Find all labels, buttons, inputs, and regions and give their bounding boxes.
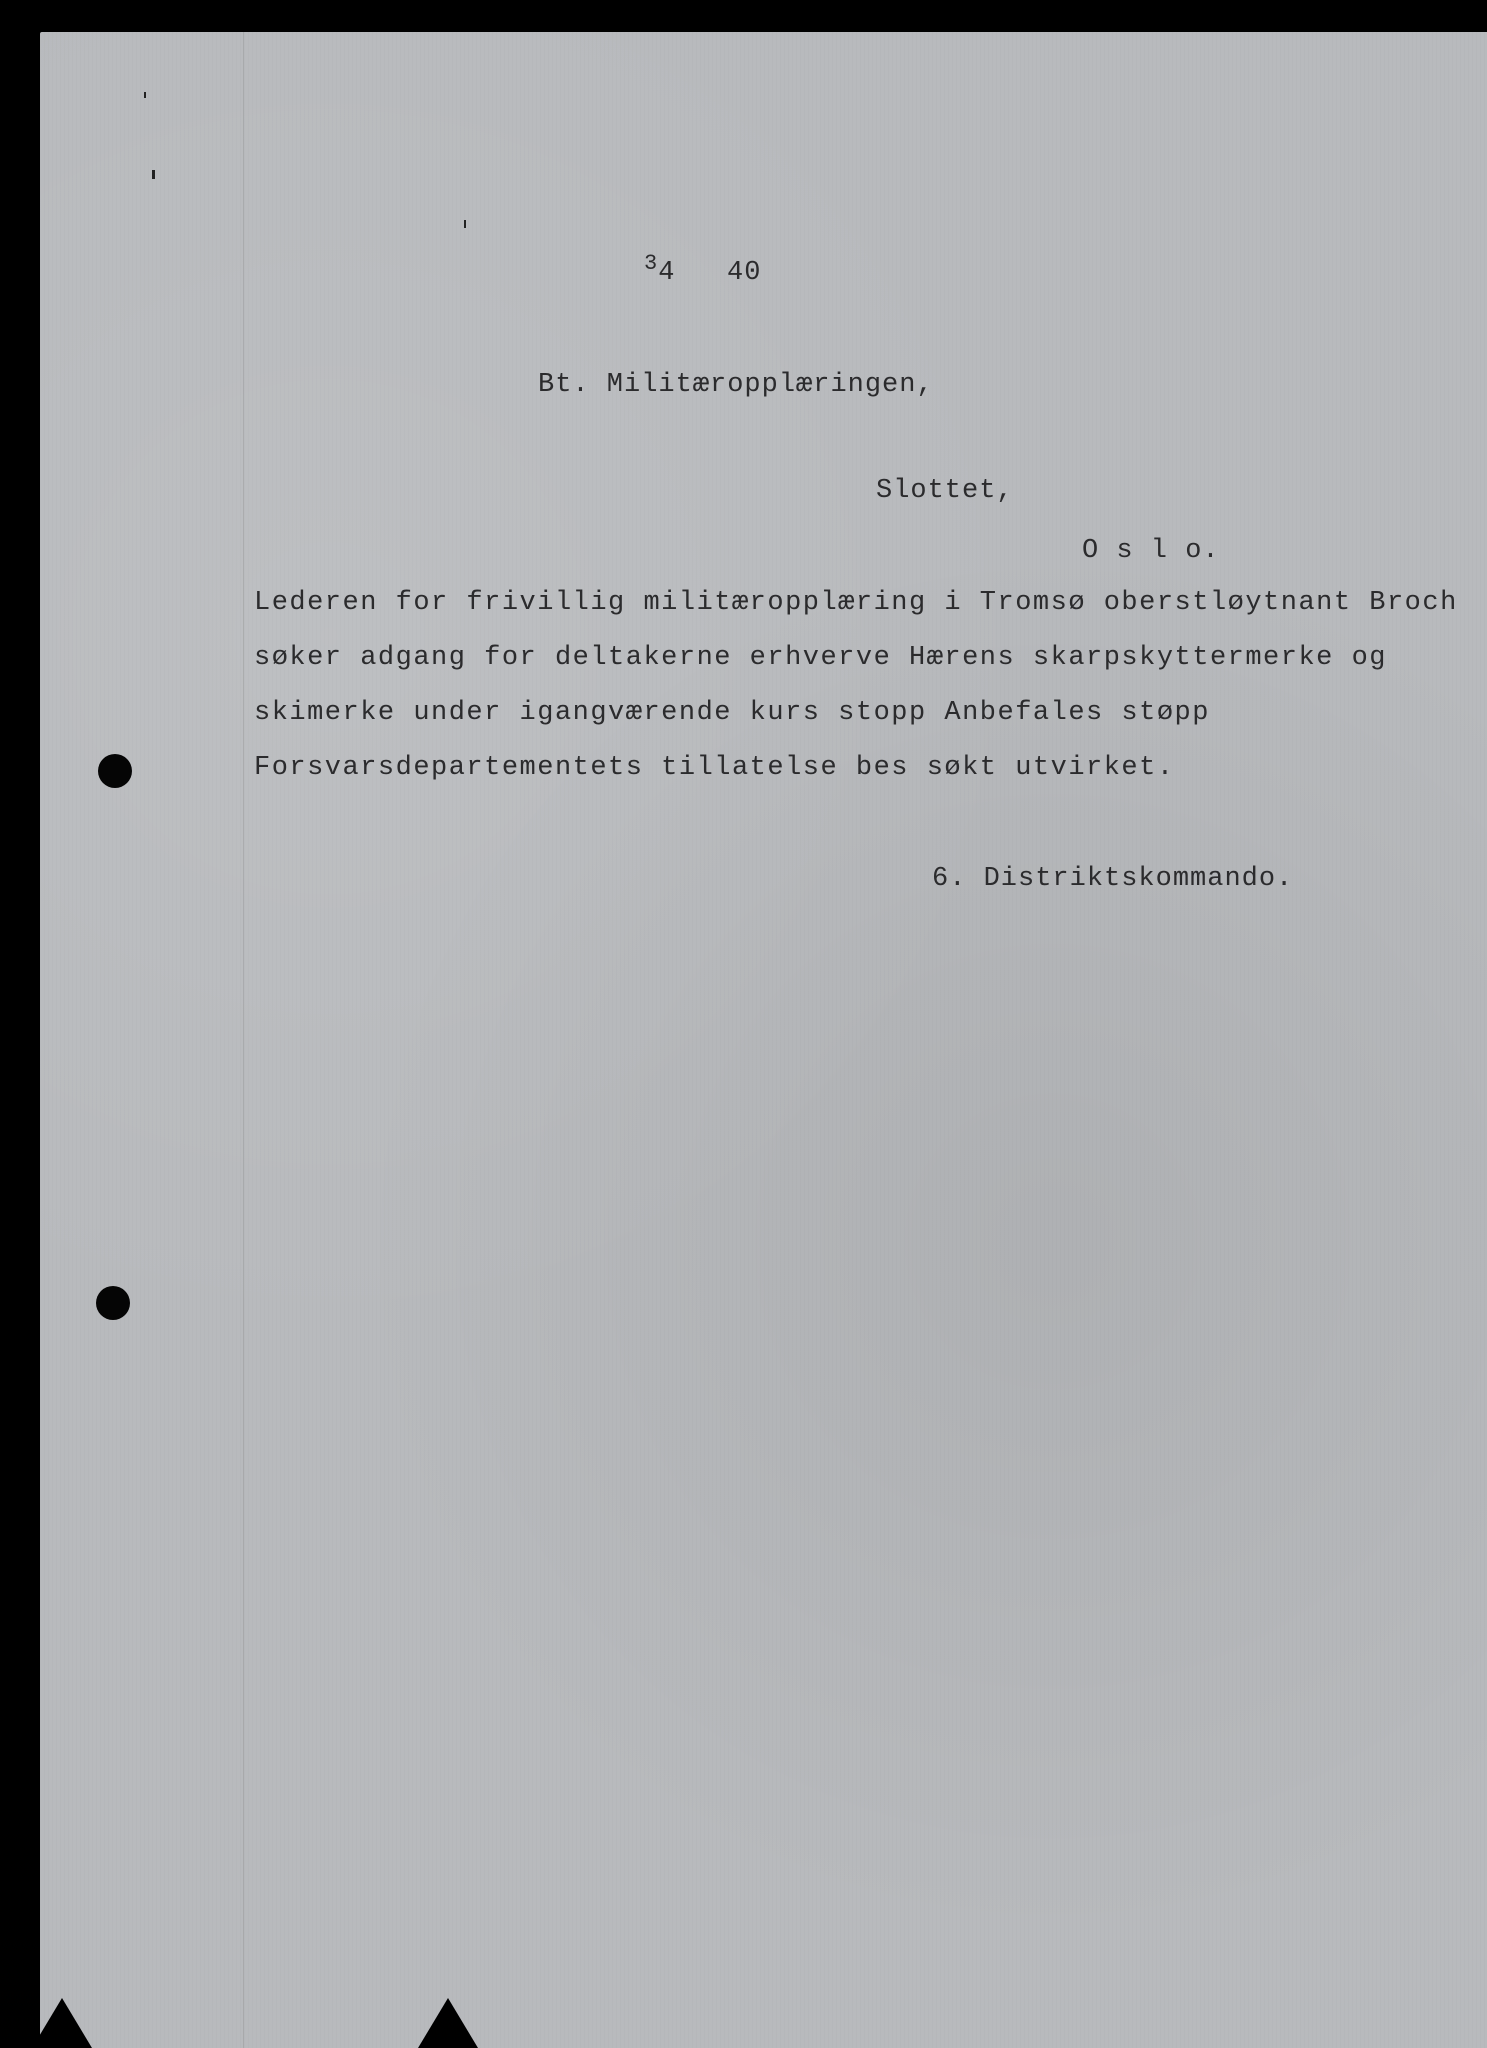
recipient-line: Bt. Militæropplæringen, [538, 370, 934, 400]
date-day: 3 [644, 251, 659, 276]
date-month: 4 [658, 258, 676, 288]
body-line-2: søker adgang for deltakerne erhverve Hærens skarpskyttermerke og [254, 643, 1387, 673]
paper-speck [464, 220, 466, 228]
page-corner-notch-right [418, 1998, 478, 2048]
paper-speck [152, 170, 155, 179]
body-line-3: skimerke under igangværende kurs stopp Anbefales støpp [254, 698, 1210, 728]
date-year: 40 [727, 258, 762, 288]
address-line-1: Slottet, [876, 476, 1014, 506]
body-line-1: Lederen for frivillig militæropplæring i Tromsø oberstløytnant Broch [254, 588, 1458, 618]
document-date [644, 251, 762, 288]
punch-hole-top [98, 754, 132, 788]
body-line-4: Forsvarsdepartementets tillatelse bes søkt utvirket. [254, 753, 1175, 783]
signature-line: 6. Distriktskommando. [932, 864, 1294, 894]
document-page [40, 32, 1487, 2048]
punch-hole-bottom [96, 1286, 130, 1320]
address-line-2: O s l o. [1082, 536, 1220, 566]
page-corner-notch-left [32, 1998, 92, 2048]
paper-speck [144, 92, 146, 98]
margin-rule [243, 32, 244, 2048]
